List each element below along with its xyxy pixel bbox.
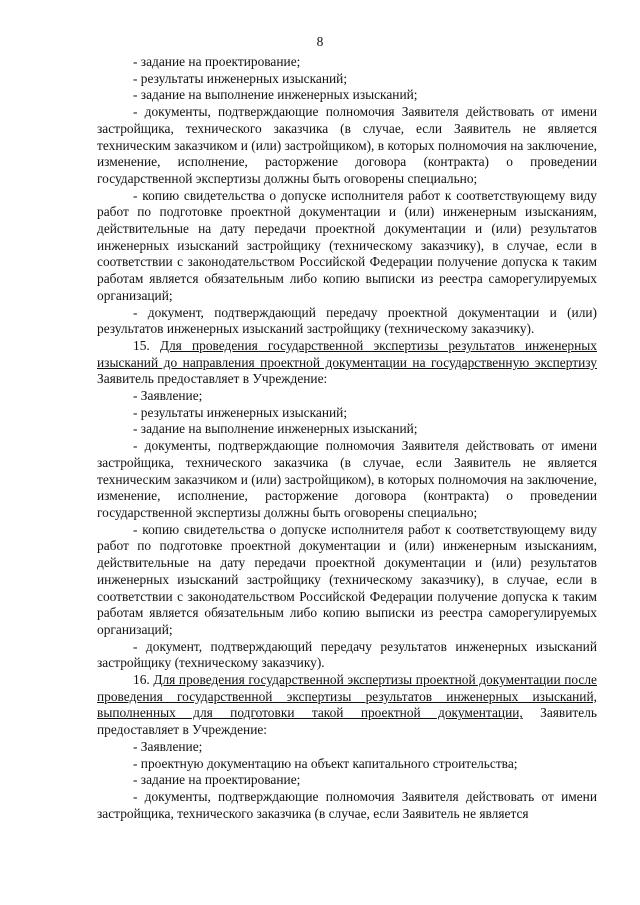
document-body [97,54,597,822]
list-item: - Заявление; [133,738,203,754]
section-number: 16. [133,672,154,688]
list-item: - документы, подтверждающие полномочия Заявителя действовать от имени застройщика, технического заказчика (в случае, если Заявитель не является [97,788,597,821]
list-item: - результаты инженерных изысканий; [133,70,348,86]
section-intro: Заявитель предоставляет в Учреждение: [97,705,598,738]
section-paragraph [97,672,597,739]
list-item: - задание на выполнение инженерных изысканий; [133,421,418,437]
section-paragraph [97,338,597,388]
list-item: - проектную документацию на объект капитального строительства; [133,755,518,771]
section-intro: Заявитель предоставляет в Учреждение: [97,371,328,387]
list-item: - документы, подтверждающие полномочия Заявителя действовать от имени застройщика, технического заказчика (в случае, если Заявитель не является техническим заказчиком и (или) застройщиком), в которых полномочия на заключение, изменение, исполнение, расторжение договора (контракта) о проведении государственной экспертизы должны быть оговорены специально; [97,438,597,520]
list-item: - документ, подтверждающий передачу результатов инженерных изысканий застройщику (техническому заказчику). [97,638,597,671]
list-item: - задание на выполнение инженерных изысканий; [133,87,418,103]
page-number: 8 [316,34,324,49]
list-item: - задание на проектирование; [133,54,301,69]
list-item: - документы, подтверждающие полномочия Заявителя действовать от имени застройщика, технического заказчика (в случае, если Заявитель не является техническим заказчиком и (или) застройщиком), в которых полномочия на заключение, изменение, исполнение, расторжение договора (контракта) о проведении государственной экспертизы должны быть оговорены специально; [97,104,597,186]
list-item: - копию свидетельства о допуске исполнителя работ к соответствующему виду работ по подготовке проектной документации и (или) инженерным изысканиям, действительные на дату передачи проектной документации и (или) результатов инженерных изысканий застройщику (техническому заказчику), в случае, если в соответствии с законодательством Российской Федерации получение допуска к таким работам является обязательным либо копию выписки из реестра саморегулируемых организаций; [97,521,597,637]
list-item: - результаты инженерных изысканий; [133,404,348,420]
list-item: - документ, подтверждающий передачу проектной документации и (или) результатов инженерных изысканий застройщику (техническому заказчику). [97,304,597,337]
section-heading: Для проведения государственной экспертизы результатов инженерных изысканий до направления проектной документации на государственную экспертизу [97,337,597,370]
list-item: - задание на проектирование; [133,772,301,788]
list-item: - Заявление; [133,388,203,404]
section-heading: Для проведения государственной экспертизы проектной документации после проведения государственной экспертизы результатов инженерных изысканий, выполненных для подготовки такой проектной документации, [97,672,597,721]
list-item: - копию свидетельства о допуске исполнителя работ к соответствующему виду работ по подготовке проектной документации и (или) инженерным изысканиям, действительные на дату передачи проектной документации и (или) результатов инженерных изысканий застройщику (техническому заказчику), в случае, если в соответствии с законодательством Российской Федерации получение допуска к таким работам является обязательным либо копию выписки из реестра саморегулируемых организаций; [97,187,597,303]
section-number: 15. [133,337,160,353]
